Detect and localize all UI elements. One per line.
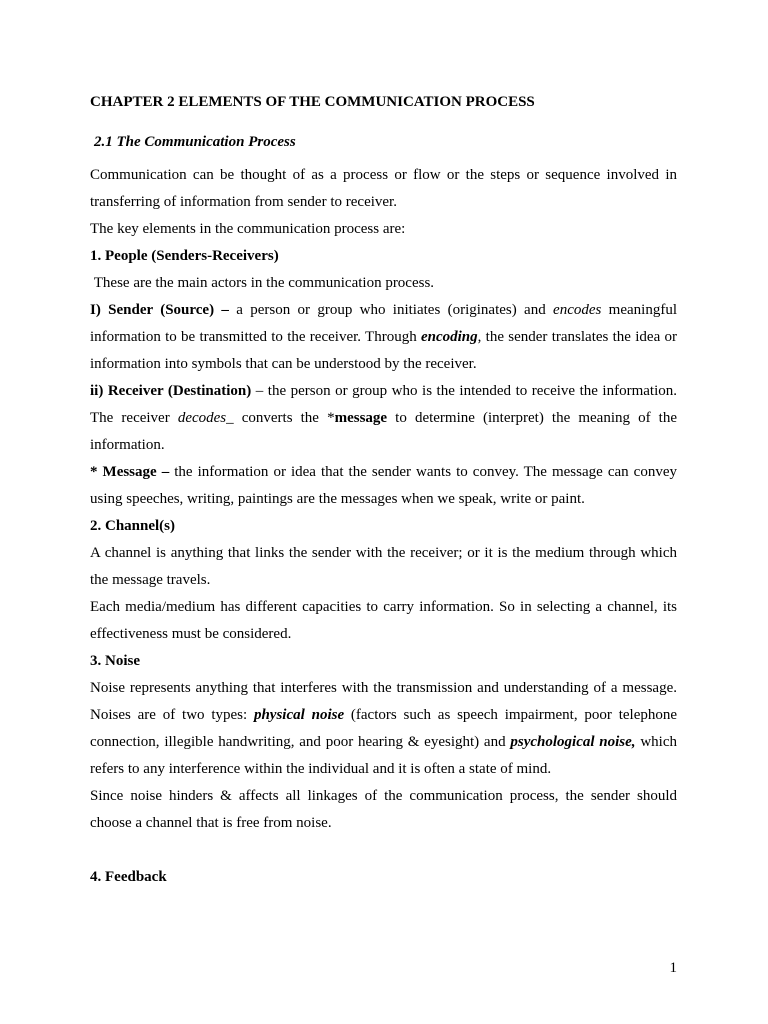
chapter-title: CHAPTER 2 ELEMENTS OF THE COMMUNICATION PROCESS xyxy=(90,94,535,110)
paragraph-channel-1: A channel is anything that links the sender with the receiver; or it is the medium through which the message travels. xyxy=(90,545,677,588)
receiver-label: ii) Receiver (Destination) xyxy=(90,383,252,399)
page-content xyxy=(90,92,677,891)
receiver-text-2: converts the * xyxy=(233,410,335,426)
noise-text-1: Noise represents anything that interferes with the transmission and understanding of a message. Noises are of two types: xyxy=(90,680,677,723)
heading-feedback: 4. Feedback xyxy=(90,869,167,885)
people-text: These are the main actors in the communication process. xyxy=(93,275,435,291)
noise-text-3: which refers to any interference within the individual and it is often a state of mind. xyxy=(90,734,677,777)
heading-people: 1. People (Senders-Receivers) xyxy=(90,248,279,264)
spacer xyxy=(90,837,677,864)
sender-text-3: , the sender translates the idea or information into symbols that can be understood by the receiver. xyxy=(90,329,677,372)
receiver-message: message xyxy=(334,410,388,426)
receiver-text-1: – the person or group who is the intended to receive the information. The receiver xyxy=(90,383,677,426)
receiver-decodes: decodes_ xyxy=(177,410,234,426)
paragraph-message xyxy=(90,459,677,513)
noise-physical: physical noise xyxy=(253,707,345,723)
heading-noise: 3. Noise xyxy=(90,653,140,669)
sender-text-2: meaningful information to be transmitted to the receiver. Through xyxy=(90,302,677,345)
noise-psychological: psychological noise, xyxy=(510,734,636,750)
paragraph-noise-2: Since noise hinders & affects all linkages of the communication process, the sender should choose a channel that is free from noise. xyxy=(90,788,677,831)
message-label: * Message – xyxy=(90,464,170,480)
page-number: 1 xyxy=(669,960,677,976)
noise-text-2: (factors such as speech impairment, poor telephone connection, illegible handwriting, and poor hearing & eyesight) and xyxy=(90,707,678,750)
section-title: 2.1 The Communication Process xyxy=(94,134,296,150)
paragraph-people xyxy=(90,270,677,297)
paragraph-key-elements: The key elements in the communication process are: xyxy=(90,221,406,237)
message-text: the information or idea that the sender wants to convey. The message can convey using speeches, writing, paintings are the messages when we speak, write or paint. xyxy=(90,464,677,507)
paragraph-receiver xyxy=(90,378,677,459)
body-text xyxy=(90,162,677,891)
sender-encodes: encodes xyxy=(553,302,602,318)
sender-label: I) Sender (Source) – xyxy=(90,302,229,318)
heading-channel: 2. Channel(s) xyxy=(90,518,176,534)
sender-encoding: encoding xyxy=(420,329,478,345)
paragraph-channel-2: Each media/medium has different capacities to carry information. So in selecting a channel, its effectiveness must be considered. xyxy=(90,599,677,642)
paragraph-sender xyxy=(90,297,677,378)
receiver-text-3: to determine (interpret) the meaning of the information. xyxy=(90,410,678,453)
paragraph-noise-1 xyxy=(90,675,677,783)
paragraph-intro: Communication can be thought of as a process or flow or the steps or sequence involved in transferring of information from sender to receiver. xyxy=(90,167,677,210)
sender-text-1: a person or group who initiates (originates) and xyxy=(228,302,554,318)
